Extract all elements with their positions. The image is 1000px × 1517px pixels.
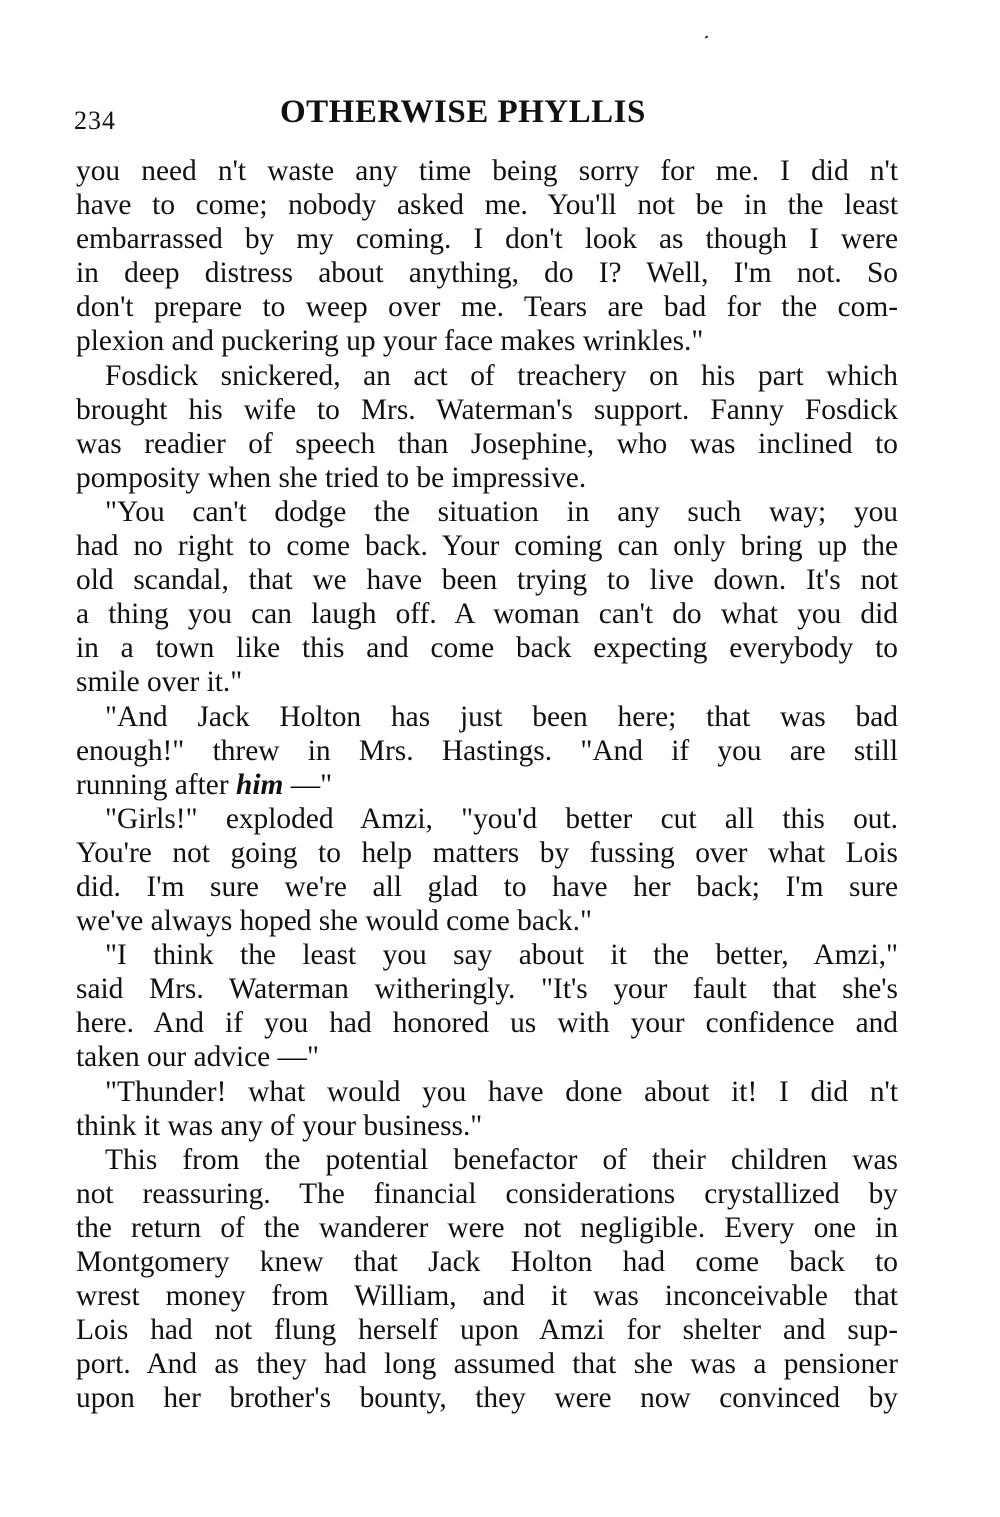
text-line: think it was any of your business." xyxy=(76,1109,483,1142)
paragraph-6 xyxy=(76,938,898,1074)
ink-speck xyxy=(705,35,709,38)
paragraph-8 xyxy=(76,1143,898,1416)
text-line: have to come; nobody asked me. You'll not be in the least xyxy=(76,189,898,222)
paragraph-4 xyxy=(76,700,898,802)
paragraph-2 xyxy=(76,359,898,495)
text-line: embarrassed by my coming. I don't look as though I were xyxy=(76,223,898,256)
text-line xyxy=(76,768,898,802)
text-line: in deep distress about anything, do I? Well, I'm not. So xyxy=(76,257,898,290)
text-line: don't prepare to weep over me. Tears are bad for the com- xyxy=(76,291,898,324)
text-line: smile over it." xyxy=(76,666,243,699)
text-line: "Thunder! what would you have done about it! I did n't xyxy=(105,1075,898,1108)
text-line: we've always hoped she would come back." xyxy=(76,905,592,938)
text-line: had no right to come back. Your coming can only bring up the xyxy=(76,530,898,563)
text-line: "Girls!" exploded Amzi, "you'd better cut all this out. xyxy=(105,802,898,835)
text-line: "I think the least you say about it the better, Amzi," xyxy=(105,939,898,972)
text-line: taken our advice —" xyxy=(76,1041,319,1074)
text-line: port. And as they had long assumed that she was a pensioner xyxy=(76,1348,898,1381)
text-line: did. I'm sure we're all glad to have her back; I'm sure xyxy=(76,870,898,903)
paragraph-7 xyxy=(76,1075,898,1143)
text-line: wrest money from William, and it was inconceivable that xyxy=(76,1280,898,1313)
text-line: You're not going to help matters by fussing over what Lois xyxy=(76,836,898,869)
body-text xyxy=(76,154,898,1415)
text-line: you need n't waste any time being sorry for me. I did n't xyxy=(76,155,898,187)
emphasized-word: him xyxy=(235,768,284,801)
text-line: Lois had not flung herself upon Amzi for shelter and sup- xyxy=(76,1314,898,1347)
text-line: said Mrs. Waterman witheringly. "It's your fault that she's xyxy=(76,973,898,1006)
text-line: here. And if you had honored us with your confidence and xyxy=(76,1007,898,1040)
text-line: "And Jack Holton has just been here; that was bad xyxy=(105,700,898,733)
text-line: upon her brother's bounty, they were now convinced by xyxy=(76,1382,898,1415)
running-head xyxy=(76,92,898,140)
text-line: the return of the wanderer were not negligible. Every one in xyxy=(76,1211,898,1244)
text-line: brought his wife to Mrs. Waterman's support. Fanny Fosdick xyxy=(76,393,898,426)
paragraph-5 xyxy=(76,802,898,938)
paragraph-1 xyxy=(76,154,898,359)
text-line: This from the potential benefactor of their children was xyxy=(105,1143,898,1176)
text-line: was readier of speech than Josephine, who was inclined to xyxy=(76,427,898,460)
text-line: a thing you can laugh off. A woman can't do what you did xyxy=(76,598,898,631)
text-line: in a town like this and come back expecting everybody to xyxy=(76,632,898,665)
paragraph-3 xyxy=(76,495,898,700)
text-line: pomposity when she tried to be impressive. xyxy=(76,461,587,494)
text-line: "You can't dodge the situation in any such way; you xyxy=(105,495,898,528)
text-fragment: —" xyxy=(283,768,333,801)
page-number: 234 xyxy=(74,106,116,135)
text-line: enough!" threw in Mrs. Hastings. "And if you are still xyxy=(76,734,898,767)
text-line: Fosdick snickered, an act of treachery on his part which xyxy=(105,359,898,392)
text-line: old scandal, that we have been trying to live down. It's not xyxy=(76,564,898,597)
text-line: plexion and puckering up your face makes wrinkles." xyxy=(76,325,704,358)
book-page xyxy=(76,92,898,1415)
text-fragment: running after xyxy=(76,768,236,801)
text-line: not reassuring. The financial considerations crystallized by xyxy=(76,1177,898,1210)
running-title: OTHERWISE PHYLLIS xyxy=(280,94,646,130)
text-line: Montgomery knew that Jack Holton had come back to xyxy=(76,1246,898,1278)
